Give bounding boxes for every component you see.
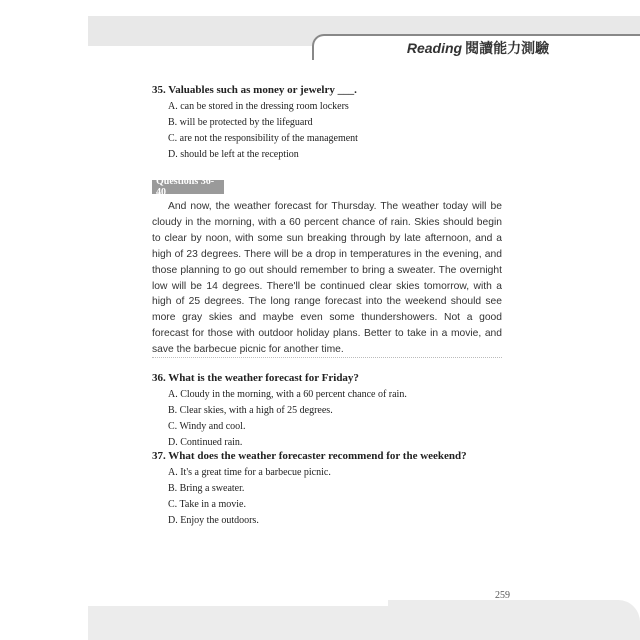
question-35 xyxy=(152,84,512,165)
question-37-option-c: C. Take in a movie. xyxy=(168,499,246,510)
question-36-option-b: B. Clear skies, with a high of 25 degrees. xyxy=(168,405,333,416)
question-37-option-d: D. Enjoy the outdoors. xyxy=(168,515,259,526)
question-35-option-c: C. are not the responsibility of the management xyxy=(168,133,358,144)
question-36-option-a: A. Cloudy in the morning, with a 60 percent chance of rain. xyxy=(168,389,407,400)
passage-text: And now, the weather forecast for Thursday. The weather today will be cloudy in the morning, with a 60 percent chance of rain. Skies should begin to clear by noon, with some sun breaking through by late afternoon, and a high of 23 degrees. There will be a drop in temperatures in the evening, and those planning to go out should remember to bring a sweater. The overnight low will be 14 degrees. There'll be continued clear skies tomorrow, with a high of 25 degrees. The long range forecast into the weekend should see more gray skies and maybe even some thundershowers. Not a good forecast for those with outdoor holiday plans. Better to take in a movie, and save the barbecue picnic for another time. xyxy=(152,201,502,356)
question-36-option-c: C. Windy and cool. xyxy=(168,421,246,432)
question-36 xyxy=(152,372,512,453)
footer-band xyxy=(88,600,640,640)
section-label: Questions 36-40 xyxy=(152,180,224,194)
question-35-option-a: A. can be stored in the dressing room lockers xyxy=(168,101,349,112)
divider xyxy=(152,357,502,358)
question-35-option-d: D. should be left at the reception xyxy=(168,149,299,160)
footer-gap xyxy=(88,600,388,606)
header-title-en: Reading xyxy=(406,40,463,56)
question-37 xyxy=(152,450,512,531)
question-36-title: 36. What is the weather forecast for Friday? xyxy=(152,372,359,384)
question-37-title: 37. What does the weather forecaster recommend for the weekend? xyxy=(152,450,467,462)
question-36-option-d: D. Continued rain. xyxy=(168,437,243,448)
header-title-zh: 閱讀能力測驗 xyxy=(465,40,550,56)
question-35-option-b: B. will be protected by the lifeguard xyxy=(168,117,313,128)
page-number: 259 xyxy=(495,590,510,601)
question-37-option-a: A. It's a great time for a barbecue picnic. xyxy=(168,467,331,478)
question-35-title: 35. Valuables such as money or jewelry ___. xyxy=(152,84,357,96)
question-37-option-b: B. Bring a sweater. xyxy=(168,483,245,494)
header-tab xyxy=(312,34,640,60)
